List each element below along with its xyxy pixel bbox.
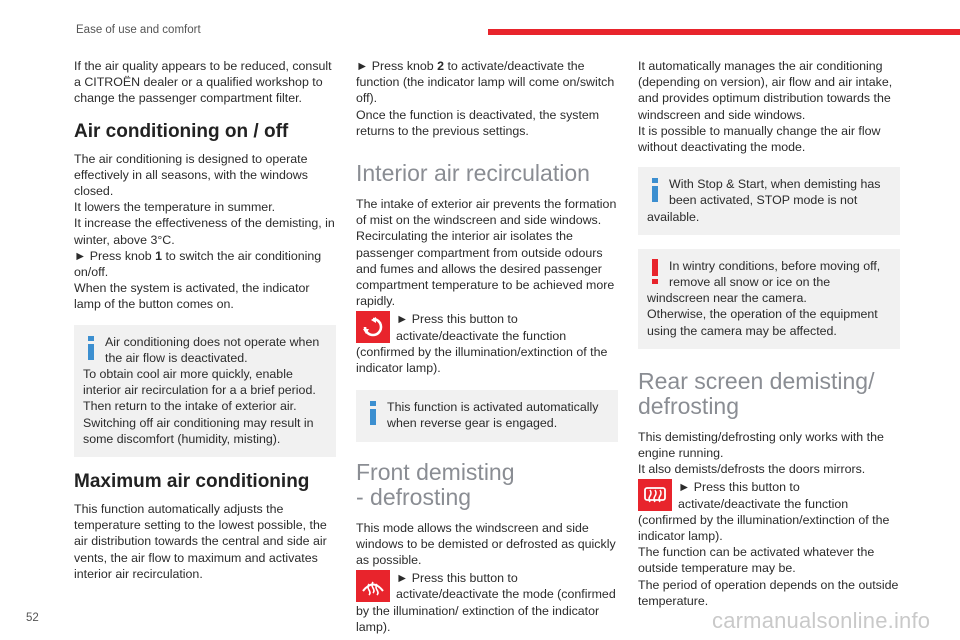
rear-paragraph-4: The period of operation depends on the outside temperature.: [638, 577, 899, 608]
recirc-paragraph-2: Recirculating the interior air isolates the passenger compartment from outside odours and fumes and allows the desired passenger compartment temperature to be achieved more rapidly.: [356, 229, 615, 309]
rear-paragraph-3: The function can be activated whatever the outside temperature may be.: [638, 545, 875, 576]
note-recirc-text: This function is activated automatically when reverse gear is engaged.: [387, 400, 599, 431]
recirc-button-instruction: ► Press this button to activate/deactivate the function (confirmed by the illumination/extinction of the indicator lamp).: [356, 312, 608, 376]
column-3: [638, 58, 900, 609]
front-demist-paragraph: This mode allows the windscreen and side windows to be demisted or defrosted as quickly as possible.: [356, 520, 616, 568]
warning-line-2: Otherwise, the operation of the equipment using the camera may be affected.: [647, 307, 878, 338]
note-stop-start-text: With Stop & Start, when demisting has been activated, STOP mode is not available.: [647, 177, 881, 224]
info-note-stop-start: [638, 167, 900, 235]
heading-ac-on-off: Air conditioning on / off: [74, 120, 289, 142]
section-title: Ease of use and comfort: [76, 24, 201, 36]
note-ac-line-2: To obtain cool air more quickly, enable interior air recirculation for a a brief period. Then return to the intake of exterior air.: [83, 367, 316, 414]
knob2-instruction: [356, 58, 618, 107]
column-1: [74, 58, 336, 582]
knob2-post: to activate/deactivate the function (the indicator lamp will come on/switch off).: [356, 59, 615, 106]
knob2-pre: ► Press knob: [356, 59, 438, 73]
ac-instruction: [74, 248, 336, 280]
note-ac-line-3: Switching off air conditioning may result in some discomfort (humidity, misting).: [83, 415, 314, 446]
recirculation-icon: [356, 311, 390, 343]
rear-demist-icon: [638, 479, 672, 511]
warning-note-camera: [638, 249, 900, 349]
knob-number-1: 1: [155, 248, 163, 263]
watermark: carmanualsonline.info: [712, 608, 931, 633]
info-note-recirc: [356, 390, 618, 441]
front-demist-icon: [356, 570, 390, 602]
ac-instruction-post: to switch the air conditioning on/off.: [74, 248, 322, 280]
recirc-paragraph-1: The intake of exterior air prevents the formation of mist on the windscreen and side windows.: [356, 197, 617, 228]
ac-paragraph-2: It lowers the temperature in summer.: [74, 200, 276, 215]
rear-paragraph-2: It also demists/defrosts the doors mirrors.: [638, 462, 866, 477]
ac-instruction-pre: ► Press knob: [74, 248, 156, 263]
front-demist-button-row: [356, 570, 618, 635]
rear-demist-button-row: [638, 479, 900, 544]
front-demist-button-instruction: ► Press this button to activate/deactivate the mode (confirmed by the illumination/ extinction of the indicator lamp).: [356, 571, 616, 634]
column-2: [356, 58, 618, 635]
ac-paragraph-3: It increase the effectiveness of the demisting, in winter, above 3°C.: [74, 216, 335, 247]
heading-max-ac: Maximum air conditioning: [74, 471, 310, 493]
knob-number-2: 2: [437, 59, 445, 73]
col3-paragraph-2: It is possible to manually change the air flow without deactivating the mode.: [638, 123, 881, 155]
rear-demist-button-instruction: ► Press this button to activate/deactivate the function (confirmed by the illumination/extinction of the indicator lamp).: [638, 480, 890, 544]
ac-paragraph-1: The air conditioning is designed to operate effectively in all seasons, with the windows closed.: [74, 151, 308, 199]
intro-paragraph: If the air quality appears to be reduced, consult a CITROËN dealer or a qualified workshop to change the passenger compartment filter.: [74, 59, 332, 106]
header-accent-bar: [488, 29, 960, 35]
heading-front-demisting: Front demisting - defrosting: [356, 458, 515, 510]
warning-icon: [647, 258, 665, 284]
heading-rear-demisting: Rear screen demisting/ defrosting: [638, 367, 875, 419]
heading-recirculation: Interior air recirculation: [356, 160, 590, 187]
rear-paragraph-1: This demisting/defrosting only works with the engine running.: [638, 429, 884, 461]
info-icon: [83, 334, 101, 360]
recirc-button-row: [356, 311, 618, 376]
info-icon: [647, 176, 665, 202]
info-note-ac: [74, 325, 336, 457]
note-ac-line-1: Air conditioning does not operate when the air flow is deactivated.: [105, 334, 320, 365]
page-number: 52: [26, 612, 39, 624]
max-ac-paragraph: This function automatically adjusts the temperature setting to the lowest possible, the air distribution towards the central and side air vents, the air flow to maximum and activates interior air recirculation.: [74, 502, 327, 581]
knob2-followup: Once the function is deactivated, the system returns to the previous settings.: [356, 107, 600, 138]
ac-paragraph-5: When the system is activated, the indicator lamp of the button comes on.: [74, 281, 310, 312]
info-icon: [365, 399, 383, 425]
col3-paragraph-1: It automatically manages the air conditioning (depending on version), air flow and air intake, and provides optimum distribution towards the windscreen and side windows.: [638, 59, 893, 122]
warning-line-1: In wintry conditions, before moving off, remove all snow or ice on the windscreen near the camera.: [647, 258, 881, 306]
